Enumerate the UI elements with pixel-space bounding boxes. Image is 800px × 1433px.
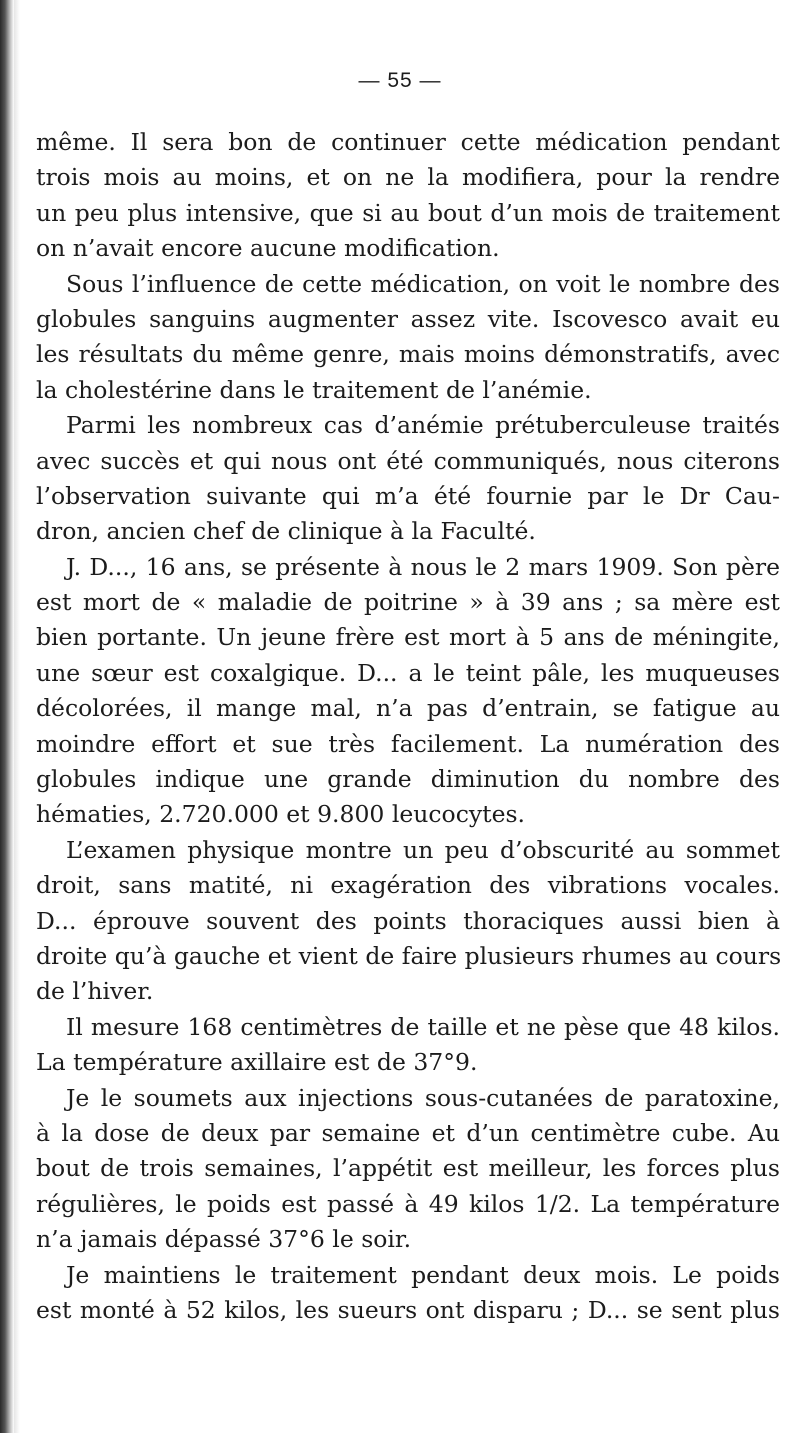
text-line: Parmi les nombreux cas d’anémie prétuberculeuse traités xyxy=(66,411,780,440)
text-line: bout de trois semaines, l’appétit est meilleur, les forces plus xyxy=(36,1154,780,1183)
binding-shadow-fade xyxy=(14,0,20,1433)
text-line: même. Il sera bon de continuer cette médication pendant xyxy=(36,128,780,156)
text-line: L’examen physique montre un peu d’obscurité au sommet xyxy=(66,835,780,864)
text-line: Sous l’influence de cette médication, on voit le nombre des xyxy=(66,269,780,298)
page-number: — 55 — xyxy=(358,69,442,92)
text-line: bien portante. Un jeune frère est mort à 5 ans de méningite, xyxy=(36,623,780,652)
text-line: la cholestérine dans le traitement de l’anémie. xyxy=(36,375,592,404)
text-line: Je le soumets aux injections sous-cutanées de paratoxine, xyxy=(66,1083,780,1112)
text-line: Je maintiens le traitement pendant deux mois. Le poids xyxy=(66,1260,780,1289)
text-line: dron, ancien chef de clinique à la Faculté. xyxy=(36,517,536,546)
text-line: avec succès et qui nous ont été communiqués, nous citerons xyxy=(36,446,780,475)
text-line: moindre effort et sue très facilement. La numération des xyxy=(36,729,780,758)
text-line: J. D..., 16 ans, se présente à nous le 2 mars 1909. Son père xyxy=(66,552,780,581)
text-line: globules indique une grande diminution du nombre des xyxy=(36,765,780,794)
text-line: une sœur est coxalgique. D... a le teint pâle, les muqueuses xyxy=(36,658,780,687)
text-line: un peu plus intensive, que si au bout d’un mois de traitement xyxy=(36,198,780,227)
text-line: globules sanguins augmenter assez vite. Iscovesco avait eu xyxy=(36,304,780,333)
text-line: l’observation suivante qui m’a été fournie par le Dr Cau- xyxy=(36,481,780,510)
text-line: régulières, le poids est passé à 49 kilos 1/2. La température xyxy=(36,1189,780,1218)
text-line: Il mesure 168 centimètres de taille et ne pèse que 48 kilos. xyxy=(66,1012,780,1041)
text-line: est mort de « maladie de poitrine » à 39 ans ; sa mère est xyxy=(36,588,780,617)
text-line: droite qu’à gauche et vient de faire plusieurs rhumes au cours xyxy=(36,941,782,970)
text-line: D... éprouve souvent des points thoraciques aussi bien à xyxy=(36,906,780,935)
text-line: décolorées, il mange mal, n’a pas d’entrain, se fatigue au xyxy=(36,694,780,723)
text-line: à la dose de deux par semaine et d’un centimètre cube. Au xyxy=(36,1118,780,1147)
text-line: droit, sans matité, ni exagération des vibrations vocales. xyxy=(36,871,780,900)
text-line: n’a jamais dépassé 37°6 le soir. xyxy=(36,1225,412,1254)
body-text xyxy=(36,125,780,1328)
text-line: de l’hiver. xyxy=(36,977,154,1006)
binding-shadow xyxy=(0,0,14,1433)
text-line: les résultats du même genre, mais moins démonstratifs, avec xyxy=(36,340,780,369)
text-line: on n’avait encore aucune modification. xyxy=(36,234,500,263)
text-line: trois mois au moins, et on ne la modifiera, pour la rendre xyxy=(36,163,780,192)
text-line: est monté à 52 kilos, les sueurs ont disparu ; D... se sent plus xyxy=(36,1295,780,1324)
text-line: La température axillaire est de 37°9. xyxy=(36,1048,478,1077)
text-line: hématies, 2.720.000 et 9.800 leucocytes. xyxy=(36,800,526,829)
